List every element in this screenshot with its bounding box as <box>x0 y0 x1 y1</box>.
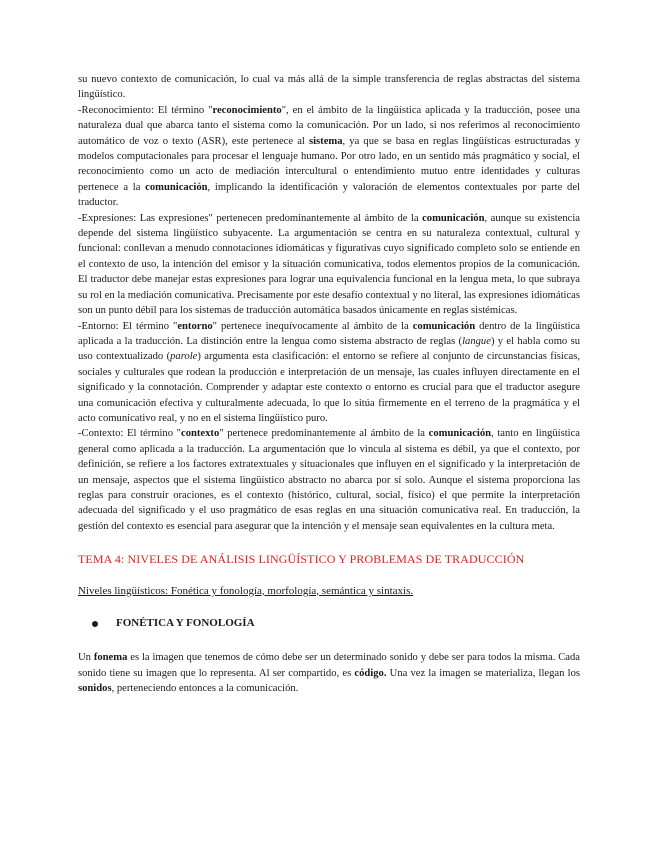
paragraph-fonema-text: Una vez la imagen se materializa, llegan los <box>386 667 580 679</box>
paragraph-entorno-text: ) argumenta esta clasificación: el entorno se refiere al conjunto de circunstancias físicas, sociales y culturales que rodean la producción e interpretación de un mensaje, las cuales influyen directamente en el significado y la connotación. Comprender y adaptar este contexto o entorno es crucial para que el traductor asegure una comunicación efectiva y culturalmente adecuada, lo que lo sitúa firmemente en el terreno de la pragmática y el acto comunicativo real, y no en el sistema lingüístico puro. <box>78 351 580 424</box>
paragraph-reconocimiento-bold-term: reconocimiento <box>212 104 282 116</box>
section-title: TEMA 4: NIVELES DE ANÁLISIS LINGÜÍSTICO Y PROBLEMAS DE TRADUCCIÓN <box>78 552 525 567</box>
document-page <box>78 72 580 697</box>
paragraph-entorno-text: dentro de la lingüística aplicada a la traducción. La distinción entre la lengua como sistema abstracto de reglas ( <box>78 320 580 347</box>
paragraph-contexto-bold-term: contexto <box>181 428 220 440</box>
paragraph-contexto <box>78 426 580 534</box>
paragraph-continuation <box>78 72 580 103</box>
paragraph-fonema-text: , perteneciendo entonces a la comunicación. <box>111 683 299 695</box>
paragraph-fonema-text: es la imagen que tenemos de cómo debe ser un determinado sonido y debe ser para todos la misma. Cada sonido tiene su imagen que lo representa. Al ser compartido, es <box>78 652 580 679</box>
paragraph-contexto-text: , tanto en lingüística general como aplicada a la traducción. La argumentación que lo vincula al sistema es débil, ya que el contexto, por definición, se refiere a los factores extratextuales y situacionales que influyen en el significado y la interpretación de un mensaje, aspectos que el sistema lingüístico abstracto no abarca por sí solo. Aunque el sistema proporciona las reglas para construir oraciones, es el contexto (histórico, cultural, social, físico) el que permite la interpretación adecuada del significado y el uso pragmático de esas reglas en una situación comunicativa real. En traducción, la gestión del contexto es esencial para asegurar que la intención y el mensaje sean equivalentes en la cultura meta. <box>78 428 580 532</box>
paragraph-contexto-text: " pertenece predominantemente al ámbito de la <box>219 428 429 440</box>
paragraph-contexto-bold-term: comunicación <box>428 428 492 440</box>
paragraph-fonema <box>78 650 580 696</box>
paragraph-reconocimiento-bold-term: sistema <box>308 135 343 147</box>
paragraph-fonema-text: Un <box>78 652 94 664</box>
paragraph-fonema-bold-term: sonidos <box>78 683 112 695</box>
paragraph-entorno-italic-term: parole <box>170 351 198 363</box>
body-text <box>78 72 580 534</box>
paragraph-reconocimiento-text: , ya que se basa en reglas lingüísticas estructuradas y modelos computacionales para procesar el lenguaje humano. Por otro lado, en un sentido más pragmático y social, el reconocimiento como un acto de mediación intercultural o entendimiento mutuo entre identidades y culturas pertenece a la <box>78 135 580 193</box>
paragraph-entorno-text: ) y el habla como su uso contextualizado ( <box>78 335 580 363</box>
paragraph-expresiones-bold-term: comunicación <box>422 212 485 224</box>
bullet-item <box>92 616 580 631</box>
subtitle-levels: Niveles lingüísticos: Fonética y fonología, morfología, semántica y sintaxis. <box>78 584 414 597</box>
paragraph-entorno <box>78 319 580 427</box>
paragraph-entorno-text: -Entorno: El término " <box>78 320 178 332</box>
paragraph-fonema-bold-term: código. <box>354 667 387 679</box>
paragraph-reconocimiento-text: ", en el ámbito de la lingüística aplicada y la traducción, posee una naturaleza dual que abarca tanto el sistema como la comunicación. Por un lado, si nos referimos al reconocimiento automático de voz o texto (ASR), este pertenece al <box>78 104 580 147</box>
paragraph-entorno-bold-term: comunicación <box>412 320 476 332</box>
paragraph-reconocimiento-bold-term: comunicación <box>145 181 208 193</box>
paragraph-reconocimiento <box>78 103 580 211</box>
paragraph-expresiones-text: -Expresiones: Las expresiones" pertenecen predominantemente al ámbito de la <box>78 212 423 224</box>
paragraph-reconocimiento-text: -Reconocimiento: El término " <box>78 104 213 116</box>
paragraph-entorno-italic-term: langue <box>462 335 491 347</box>
bullet-heading: FONÉTICA Y FONOLOGÍA <box>116 617 255 629</box>
paragraph-contexto-text: -Contexto: El término " <box>78 428 181 440</box>
bullet-dot-icon <box>92 621 98 627</box>
paragraph-entorno-text: " pertenece inequívocamente al ámbito de la <box>212 320 413 332</box>
paragraph-fonema-bold-term: fonema <box>93 652 128 664</box>
paragraph-reconocimiento-text: , implicando la identificación y valoración de elementos contextuales por parte del traductor. <box>78 181 580 209</box>
paragraph-expresiones-text: , aunque su existencia depende del sistema lingüístico subyacente. La argumentación se centra en su naturaleza contextual, cultural y funcional: conllevan a menudo connotaciones idiomáticas y figurativas cuyo significado completo solo se entiende en el contexto de uso, la intención del emisor y la situación comunicativa, todos elementos propios de la comunicación. El traductor debe manejar estas expresiones para lograr una equivalencia funcional en la lengua meta, lo que subraya su rol en la mediación comunicativa. Precisamente por este desafío contextual y no literal, las expresiones idiomáticas son un punto débil para los sistemas de traducción automática basados únicamente en reglas sistémicas. <box>78 212 580 317</box>
paragraph-continuation-text: su nuevo contexto de comunicación, lo cual va más allá de la simple transferencia de reglas abstractas del sistema lingüístico. <box>78 74 580 101</box>
paragraph-expresiones <box>78 211 580 319</box>
paragraph-entorno-bold-term: entorno <box>177 320 213 332</box>
